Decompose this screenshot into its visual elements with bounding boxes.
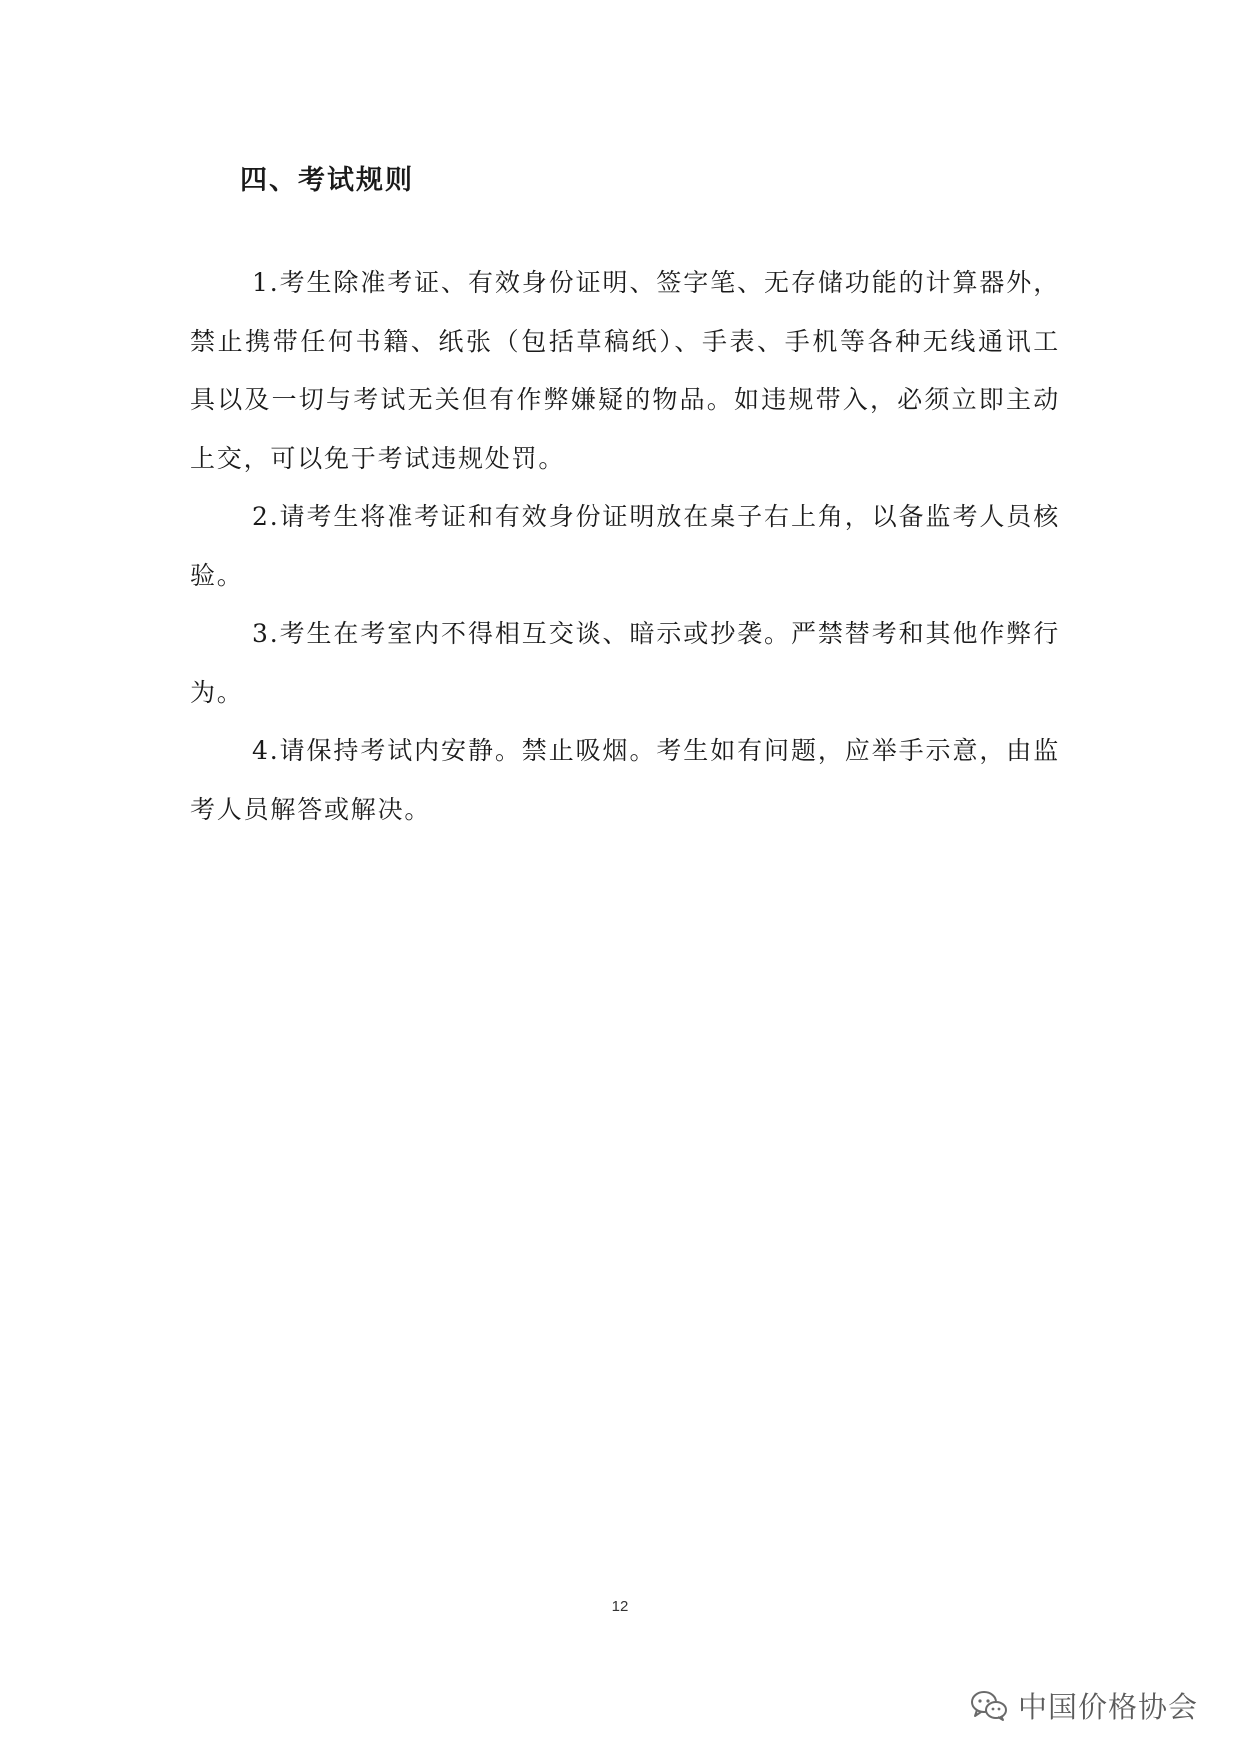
rule-paragraph-1: 1.考生除准考证、有效身份证明、签字笔、无存储功能的计算器外，禁止携带任何书籍、纸张（包括草稿纸）、手表、手机等各种无线通讯工具以及一切与考试无关但有作弊嫌疑的物品。如违规带入，必须立即主动上交，可以免于考试违规处罚。 (190, 268, 1060, 473)
rule-paragraph-3: 3.考生在考室内不得相互交谈、暗示或抄袭。严禁替考和其他作弊行为。 (190, 619, 1060, 707)
rule-paragraph-4: 4.请保持考试内安静。禁止吸烟。考生如有问题，应举手示意，由监考人员解答或解决。 (190, 736, 1060, 824)
section-title: 四、考试规则 (240, 165, 414, 196)
wechat-icon (970, 1690, 1008, 1722)
watermark-text: 中国价格协会 (1017, 1690, 1198, 1724)
page-number: 12 (611, 1598, 629, 1615)
rules-list (190, 254, 1060, 839)
rule-paragraph-2: 2.请考生将准考证和有效身份证明放在桌子右上角，以备监考人员核验。 (190, 502, 1060, 590)
watermark (970, 1685, 1198, 1726)
